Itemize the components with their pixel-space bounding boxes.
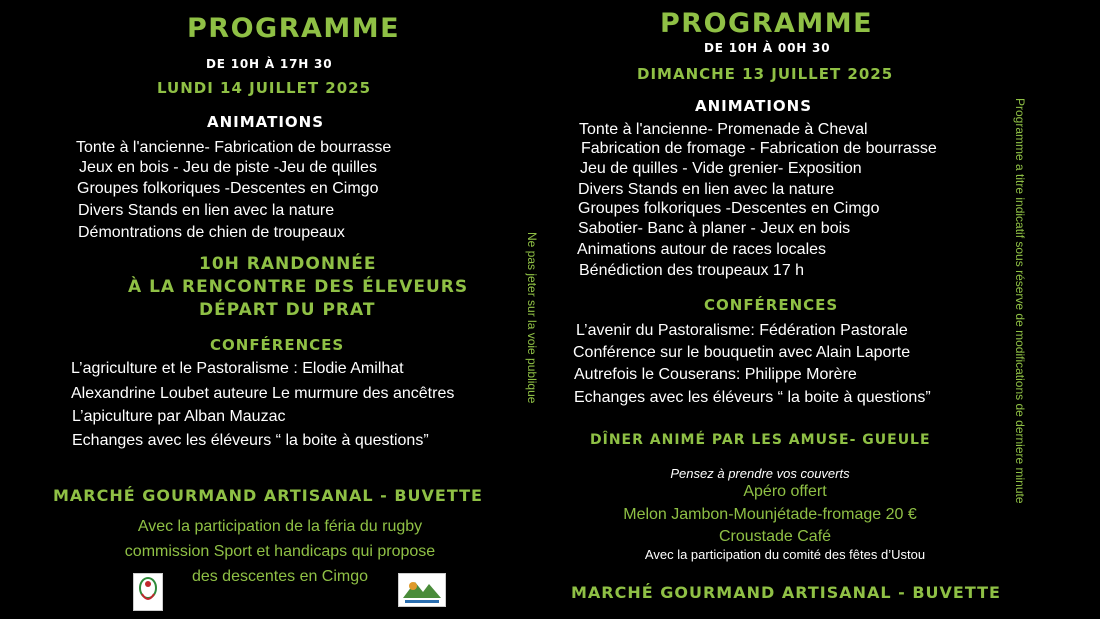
- right-conference-item: Autrefois le Couserans: Philippe Morère: [574, 366, 857, 383]
- left-title: PROGRAMME: [187, 13, 401, 44]
- right-menu-item: Apéro offert: [743, 483, 827, 500]
- left-animation-item: Groupes folkoriques -Descentes en Cimgo: [77, 180, 379, 197]
- left-participation-line: commission Sport et handicaps qui propose: [124, 543, 436, 560]
- right-hours: DE 10H À 00H 30: [704, 41, 831, 55]
- right-vertical-note: Programme a titre indicatif sous réserve de modifications de derniere minute: [1013, 98, 1027, 504]
- left-randonnee-line: À LA RENCONTRE DES ÉLEVEURS: [128, 277, 469, 297]
- rugby-logo-icon: [134, 574, 162, 610]
- left-date: LUNDI 14 JUILLET 2025: [157, 79, 372, 97]
- left-hours: DE 10H À 17H 30: [206, 57, 333, 71]
- right-conference-item: Echanges avec les éléveurs “ la boite à questions”: [574, 389, 931, 406]
- right-conference-item: Conférence sur le bouquetin avec Alain Laporte: [573, 344, 911, 361]
- left-conferences-heading: CONFÉRENCES: [210, 336, 345, 354]
- left-conference-item: L’agriculture et le Pastoralisme : Elodie Amilhat: [71, 360, 404, 377]
- right-conferences-heading: CONFÉRENCES: [704, 296, 839, 314]
- right-comite: Avec la participation du comité des fêtes d’Ustou: [644, 547, 926, 562]
- right-animation-item: Divers Stands en lien avec la nature: [578, 181, 835, 198]
- left-conference-item: L’apiculture par Alban Mauzac: [72, 408, 286, 425]
- left-animation-item: Divers Stands en lien avec la nature: [78, 202, 335, 219]
- left-conference-item: Alexandrine Loubet auteure Le murmure des ancêtres: [71, 385, 455, 402]
- left-animation-item: Jeux en bois - Jeu de piste -Jeu de quilles: [79, 159, 377, 176]
- right-animation-item: Tonte à l'ancienne- Promenade à Cheval: [579, 121, 868, 138]
- right-animation-item: Jeu de quilles - Vide grenier- Exposition: [580, 160, 862, 177]
- right-conference-item: L’avenir du Pastoralisme: Fédération Pastorale: [576, 322, 908, 339]
- right-animation-item: Bénédiction des troupeaux 17 h: [579, 262, 805, 279]
- left-conference-item: Echanges avec les éléveurs “ la boite à questions”: [72, 432, 429, 449]
- right-diner-note: Pensez à prendre vos couverts: [670, 466, 850, 481]
- right-title: PROGRAMME: [660, 8, 874, 39]
- right-animation-item: Groupes folkoriques -Descentes en Cimgo: [578, 200, 880, 217]
- right-marche: MARCHÉ GOURMAND ARTISANAL - BUVETTE: [571, 583, 1001, 602]
- right-date: DIMANCHE 13 JUILLET 2025: [637, 65, 894, 83]
- left-animation-item: Tonte à l'ancienne- Fabrication de bourrasse: [76, 139, 392, 156]
- right-animation-item: Sabotier- Banc à planer - Jeux en bois: [578, 220, 851, 237]
- left-participation-line: Avec la participation de la féria du rugby: [137, 518, 423, 535]
- left-animation-item: Démontrations de chien de troupeaux: [78, 224, 345, 241]
- left-randonnee-line: 10H RANDONNÉE: [199, 254, 377, 274]
- left-animations-heading: ANIMATIONS: [207, 113, 325, 131]
- right-diner-heading: DÎNER ANIMÉ PAR LES AMUSE- GUEULE: [590, 432, 931, 448]
- right-animation-item: Fabrication de fromage - Fabrication de bourrasse: [581, 140, 937, 157]
- left-participation-line: des descentes en Cimgo: [191, 568, 369, 585]
- rugby-logo: [133, 573, 163, 611]
- middle-vertical-note: Ne pas jeter sur la voie publique: [525, 232, 539, 404]
- mountain-logo-icon: [399, 574, 445, 606]
- right-menu-item: Croustade Café: [718, 528, 832, 545]
- left-randonnee-line: DÉPART DU PRAT: [199, 300, 376, 320]
- right-animations-heading: ANIMATIONS: [695, 97, 813, 115]
- right-animation-item: Animations autour de races locales: [577, 241, 827, 258]
- right-menu-item: Melon Jambon-Mounjétade-fromage 20 €: [623, 506, 917, 523]
- comite-logo: [398, 573, 446, 607]
- left-marche: MARCHÉ GOURMAND ARTISANAL - BUVETTE: [53, 486, 483, 505]
